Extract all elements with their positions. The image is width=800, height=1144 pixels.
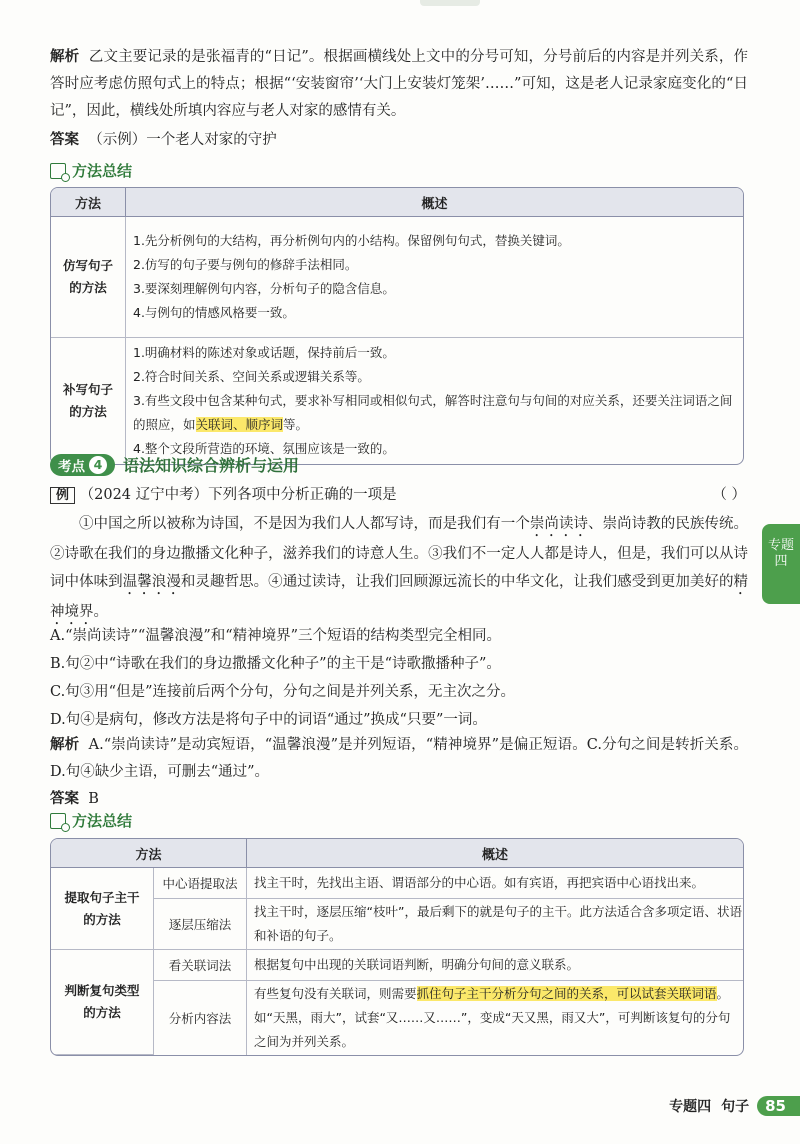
method-table-2 xyxy=(50,838,744,1056)
list-item: 3.要深刻理解例句内容，分析句子的隐含信息。 xyxy=(133,281,395,296)
table-2-header-summary: 概述 xyxy=(247,839,743,868)
table-1-summary-completion xyxy=(126,338,743,464)
dotted-phrase: 崇尚读诗 xyxy=(529,516,589,532)
example-passage: ①中国之所以被称为诗国，不是因为我们人人都写诗，而是我们有一个崇尚读诗、崇尚诗教的民族传统。②诗歌在我们的身边撒播文化种子，滋养我们的诗意人生。③我们不一定人人都是诗人，但是，我们可以从诗词中体味到温馨浪漫和灵趣哲思。④通过读诗，让我们回顾源远流长的中华文化，让我们感受到更加美好的精神境界。 xyxy=(50,516,749,620)
answer-1-text: （示例）一个老人对家的守护 xyxy=(88,132,277,148)
table-2-header-method: 方法 xyxy=(51,839,247,868)
highlight: 抓住句子主干分析分句之间的关系，可以试套关联词语 xyxy=(416,986,717,1001)
list-item: 2.符合时间关系、空间关系或逻辑关系等。 xyxy=(133,369,370,384)
analysis-1-label: 解析 xyxy=(50,49,80,65)
table-2-sub-summary: 找主干时，逐层压缩“枝叶”，最后剩下的就是句子的主干。此方法适合含多项定语、状语和补语的句子。 xyxy=(247,899,743,950)
note-icon xyxy=(50,163,66,179)
analysis-2-label: 解析 xyxy=(50,737,80,753)
method-summary-label: 方法总结 xyxy=(72,162,133,180)
method-summary-label: 方法总结 xyxy=(72,812,133,830)
footer-chapter: 句子 xyxy=(721,1099,750,1115)
table-1-method-imitation: 仿写句子的方法 xyxy=(51,217,126,338)
method-summary-title-1 xyxy=(50,160,132,181)
analysis-1 xyxy=(50,44,748,125)
analysis-2 xyxy=(50,732,748,786)
kaodian-tag: 考点 4 xyxy=(50,454,115,476)
dotted-phrase: 精神境界 xyxy=(50,574,749,620)
side-chapter-tab[interactable] xyxy=(762,524,800,604)
table-2-method-trunk: 提取句子主干的方法 xyxy=(51,868,154,950)
footer-topic: 专题四 xyxy=(669,1099,712,1115)
method-summary-title-2 xyxy=(50,810,132,831)
list-item: 1.明确材料的陈述对象或话题，保持前后一致。 xyxy=(133,345,395,360)
top-decoration xyxy=(420,0,480,6)
table-1-method-completion: 补写句子的方法 xyxy=(51,338,126,464)
list-item: 4.整个文段所营造的环境、氛围应该是一致的。 xyxy=(133,441,395,456)
answer-2 xyxy=(50,786,748,813)
answer-2-label: 答案 xyxy=(50,791,79,807)
list-item: 3.有些文段中包含某种句式，要求补写相同或相似句式，解答时注意句与句间的对应关系，还要关注词语之间的照应，如关联词、顺序词等。 xyxy=(133,393,733,432)
table-2-sub-method: 看关联词法 xyxy=(154,950,247,981)
method-table-1 xyxy=(50,187,744,465)
table-1-header-summary: 概述 xyxy=(126,188,743,217)
table-row xyxy=(51,338,743,464)
answer-1-label: 答案 xyxy=(50,132,79,148)
option-c: C.句③用“但是”连接前后两个分句，分句之间是并列关系，无主次之分。 xyxy=(50,684,516,700)
highlight: 关联词、顺序词 xyxy=(195,417,284,432)
analysis-2-text: A.“崇尚读诗”是动宾短语，“温馨浪漫”是并列短语，“精神境界”是偏正短语。C.分句之间是转折关系。D.句④缺少主语，可删去“通过”。 xyxy=(50,737,748,780)
kaodian-heading xyxy=(50,453,299,476)
option-b: B.句②中“诗歌在我们的身边撒播文化种子”的主干是“诗歌撒播种子”。 xyxy=(50,656,501,672)
kaodian-title: 语法知识综合辨析与运用 xyxy=(123,456,300,475)
list-item: 1.先分析例句的大结构，再分析例句内的小结构。保留例句句式，替换关键词。 xyxy=(133,233,570,248)
table-row xyxy=(51,950,743,981)
answer-2-text: B xyxy=(88,791,99,807)
answer-1 xyxy=(50,127,748,154)
side-tab-label: 专题四 xyxy=(768,538,795,569)
table-row xyxy=(51,868,743,899)
table-1-summary-imitation xyxy=(126,217,743,338)
option-a: A.“崇尚读诗”“温馨浪漫”和“精神境界”三个短语的结构类型完全相同。 xyxy=(50,628,502,644)
list-item: 4.与例句的情感风格要一致。 xyxy=(133,305,295,320)
table-1-header-method: 方法 xyxy=(51,188,126,217)
option-d: D.句④是病句，修改方法是将句子中的词语“通过”换成“只要”一词。 xyxy=(50,712,487,728)
table-2-method-complex: 判断复句类型的方法 xyxy=(51,950,154,1055)
table-2-sub-method: 逐层压缩法 xyxy=(154,899,247,950)
options-list xyxy=(50,622,748,734)
table-2-sub-summary: 找主干时，先找出主语、谓语部分的中心语。如有宾语，再把宾语中心语找出来。 xyxy=(247,868,743,899)
analysis-1-text: 乙文主要记录的是张福青的“日记”。根据画横线处上文中的分号可知，分号前后的内容是并列关系，作答时应考虑仿照句式上的特点；根据“‘安装窗帘’‘大门上安装灯笼架’……”可知，这是老人记录家庭变化的“日记”，因此，横线处所填内容应与老人对家的感情有关。 xyxy=(50,49,749,119)
page-number: 85 xyxy=(757,1096,800,1116)
kaodian-number: 4 xyxy=(89,456,107,474)
table-row xyxy=(51,981,743,1055)
table-2-sub-method: 中心语提取法 xyxy=(154,868,247,899)
note-icon xyxy=(50,813,66,829)
table-2-sub-method: 分析内容法 xyxy=(154,981,247,1055)
example-header xyxy=(50,482,748,509)
example-tag: 例 xyxy=(50,487,75,504)
page-footer xyxy=(669,1096,800,1116)
example-source: （2024 辽宁中考）下列各项中分析正确的一项是 xyxy=(79,487,397,503)
table-2-sub-summary: 根据复句中出现的关联词语判断，明确分句间的意义联系。 xyxy=(247,950,743,981)
answer-bracket: （ ） xyxy=(712,487,746,503)
dotted-phrase: 温馨浪漫 xyxy=(122,574,181,590)
table-2-sub-summary: 有些复句没有关联词，则需要抓住句子主干分析分句之间的关系，可以试套关联词语。如“天黑，雨大”，试套“又……又……”，变成“天又黑，雨又大”，可判断该复句的分句之间为并列关系。 xyxy=(254,986,731,1049)
table-row xyxy=(51,217,743,338)
list-item: 2.仿写的句子要与例句的修辞手法相同。 xyxy=(133,257,358,272)
table-row xyxy=(51,899,743,950)
